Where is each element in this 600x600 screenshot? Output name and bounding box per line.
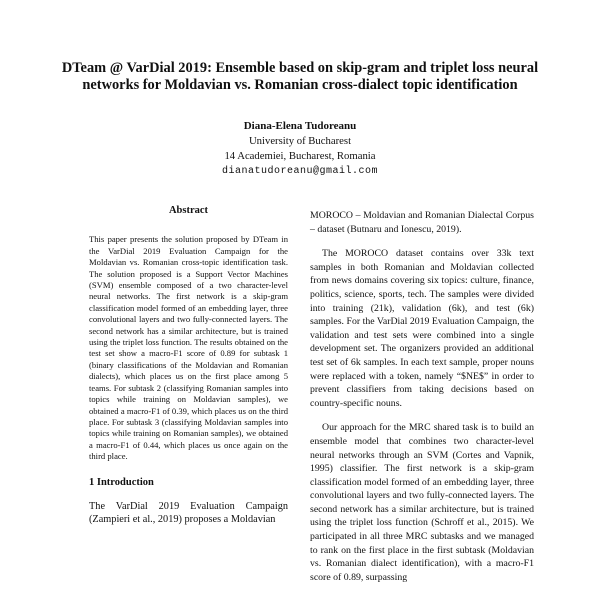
right-paragraph-1: MOROCO – Moldavian and Romanian Dialectal Corpus – dataset (Butnaru and Ionescu, 2019).: [310, 210, 534, 235]
right-paragraph-3: Our approach for the MRC shared task is to build an ensemble model that combines two character-level neural networks through an SVM (Cortes and Vapnik, 1995) classifier. The first network is a skip-gram classification model formed of an embedding layer, three convolutional layers and two fully-connected layers. The second network has a similar architecture, but is trained using the triplet loss function (Schroff et al., 2015). We participated in all three MRC subtasks and we managed to rank on the first place in the first subtask (Moldavian vs. Romanian dialect identification), with a macro-F1 score of 0.89, surpassing: [310, 422, 534, 583]
author-address: 14 Academiei, Bucharest, Romania: [224, 150, 376, 162]
left-column: [89, 205, 288, 527]
introduction-heading: 1 Introduction: [89, 476, 154, 488]
abstract-text: This paper presents the solution proposed by DTeam in the VarDial 2019 Evaluation Campaign for the Moldavian vs. Romanian cross-topic identification task. The solution proposed is a Support Vector Machines (SVM) ensemble composed of a two character-level neural networks. The first network is a skip-gram classification model formed of an embedding layer, three convolutional layers and two fully-connected layers. The second network has a similar architecture, but is trained using the triplet loss function. The results obtained on the test set show a macro-F1 score of 0.89 for subtask 1 (binary classifications of the Moldavian and Romanian dialects), which places us on the first place among 5 teams. For subtask 2 (classifying Romanian samples into topics while training on Moldavian samples), we obtained a macro-F1 of 0.39, which places us on the third place. For subtask 3 (classifying Moldavian samples into topics while training on Romanian samples), we obtained a macro-F1 of 0.44, which places us once again on the third place.: [89, 234, 288, 462]
right-paragraph-2: The MOROCO dataset contains over 33k text samples in both Romanian and Moldavian collected from news domains covering six topics: culture, finance, politics, science, sports, tech. The samples were divided into training (21k), validation (6k), and test (6k) samples. For the VarDial 2019 Evaluation Campaign, the validation and test sets were combined into a single development set. The organizers provided an additional test set of 6k samples. In each text sample, proper nouns were replaced with a token, namely “$NE$” in order to prevent classifiers from taking decisions based on country-specific nouns.: [310, 248, 534, 409]
author-block: [100, 119, 500, 179]
right-column: [310, 209, 534, 595]
author-name: Diana-Elena Tudoreanu: [243, 120, 357, 132]
introduction-text: The VarDial 2019 Evaluation Campaign (Zampieri et al., 2019) proposes a Moldavian: [89, 500, 288, 526]
author-email[interactable]: dianatudoreanu@gmail.com: [221, 166, 379, 177]
abstract-heading: Abstract: [168, 205, 209, 216]
author-affiliation: University of Bucharest: [248, 135, 352, 147]
paper-title: DTeam @ VarDial 2019: Ensemble based on skip-gram and triplet loss neural networks for Moldavian vs. Romanian cross-dialect topic identification: [61, 60, 539, 93]
